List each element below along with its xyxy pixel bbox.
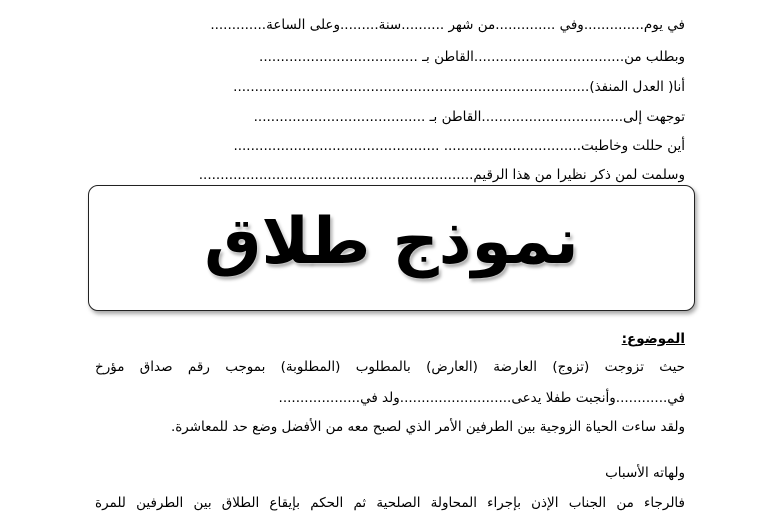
- header-line-bailiff: أنا( العدل المنفذ)...................................................................................: [233, 79, 685, 95]
- header-line-date: في يوم..............وفي ..............من شهر ..........سنة.........وعلى الساعة.............: [210, 17, 685, 33]
- header-line-addressed: أين حللت وخاطبت................................ ................................................: [233, 138, 685, 154]
- title-box: [88, 185, 695, 311]
- body-line-1: حيث تزوجت (تزوج) العارضة (العارض) بالمطلوب (المطلوبة) بموجب رقم صداق مؤرخ: [95, 359, 685, 375]
- document-title: نموذج طلاق: [204, 205, 579, 279]
- subject-label: الموضوع:: [621, 331, 685, 347]
- closing-line: فالرجاء من الجناب الإذن بإجراء المحاولة الصلحية ثم الحكم بإيقاع الطلاق بين الطرفين للمرة: [95, 495, 685, 511]
- header-line-destination: توجهت إلى.................................القاطن بـ ........................................: [253, 109, 685, 125]
- header-line-delivered: وسلمت لمن ذكر نظيرا من هذا الرقيم................................................................: [198, 167, 685, 183]
- body-line-2: في............وأنجبت طفلا يدعى..........................ولد في...................: [278, 390, 685, 406]
- reasons-label: ولهاته الأسباب: [605, 465, 685, 481]
- header-line-requester: وبطلب من...................................القاطن بـ .....................................: [259, 49, 685, 65]
- body-line-3: ولقد ساءت الحياة الزوجية بين الطرفين الأمر الذي لصبح معه من الأفضل وضع حد للمعاشرة.: [170, 419, 685, 435]
